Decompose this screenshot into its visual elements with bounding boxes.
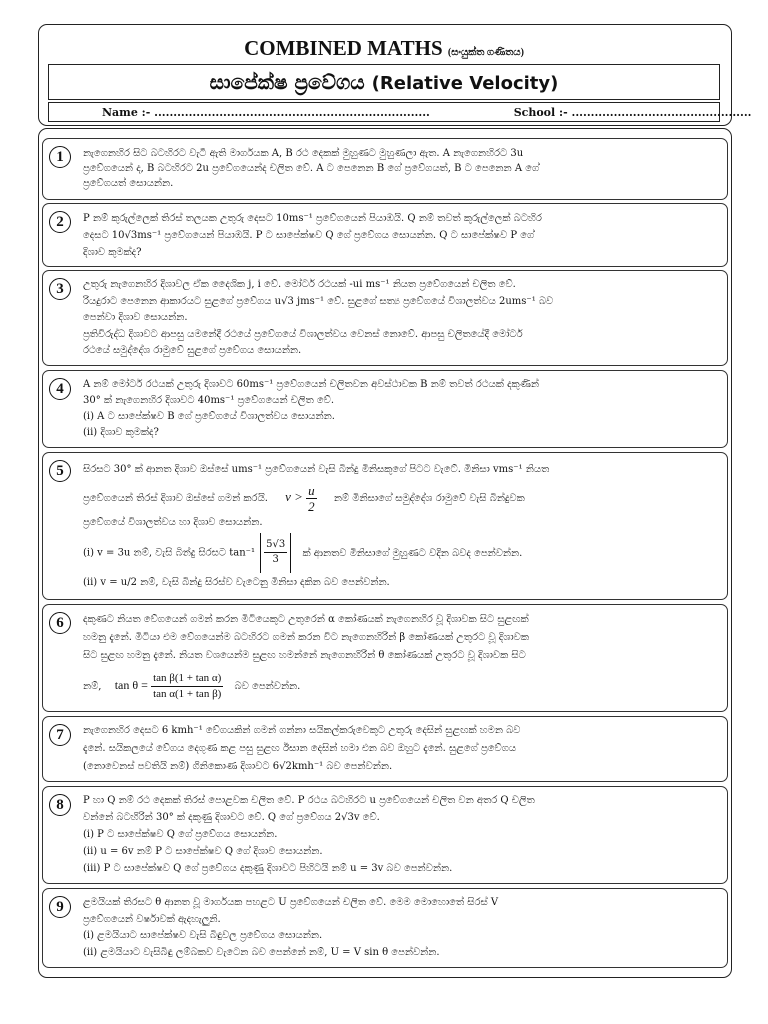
question-8 xyxy=(42,786,728,884)
text-line: (ii) u = 6v නම් P ට සාපේක්ෂව Q ගේ දිශාව සොයන්න. xyxy=(83,846,323,857)
question-text xyxy=(83,277,717,360)
question-number: 8 xyxy=(49,794,71,816)
school-dots: ............................................... xyxy=(571,106,752,119)
question-number: 5 xyxy=(49,460,71,482)
text-line-with-inequality xyxy=(83,481,717,513)
text-line: නැගෙනහිර සිට බටහිරට වැටී ඇති මාර්ගයක A, B රථ දෙකක් මුහුණට මුහුණලා ඇත. A නැගෙනහිරට 3u xyxy=(83,148,524,159)
fraction-denominator: tan α(1 + tan β) xyxy=(153,688,222,700)
question-number: 3 xyxy=(49,278,71,300)
text-line: (නොවෙනස් පවතියි නම්) ගිනිකොණ දිශාවට 6√2kmh⁻¹ බව පෙන්වන්න. xyxy=(83,761,393,772)
text-line: (ii) දිශාව කුමක්ද? xyxy=(83,427,159,438)
question-4 xyxy=(42,370,728,448)
text-line: ප්‍රතිවිරුද්ධ දිශාවට ආපසු යමනේදී රථයේ ප්‍රවේගයේ විශාලත්වය වෙනස් නොවේ. ආපසු චලිතයේදී මෝටර් xyxy=(83,328,523,340)
question-text xyxy=(83,377,717,441)
text-fragment: (i) v = 3u නම්, වැසි බින්දු සිරසට tan⁻¹ xyxy=(83,547,255,559)
fraction-denominator: 2 xyxy=(308,499,315,513)
inequality-lhs: v > xyxy=(285,489,303,504)
text-fragment: ක් ආනතව මිනිසාගේ මුහුණට වදින බවද පෙන්වන්න. xyxy=(302,547,523,559)
fraction-numerator: 5√3 xyxy=(264,538,287,553)
formula-line xyxy=(83,665,717,705)
text-line: සිට සුළඟ හමනු දැනේ. නියත වශයෙන්ම සුළඟ හමන්නේ නැගෙනහිරින් θ කෝණයක් උතුරට වූ දිශාවක සිට xyxy=(83,650,526,661)
fraction-u-over-2 xyxy=(306,483,317,513)
text-line: පෙන්වා දිශාව සොයන්න. xyxy=(83,312,188,323)
question-2 xyxy=(42,203,728,267)
text-line: A නම් මෝටර් රථයක් උතුරු දිශාවට 60ms⁻¹ ප්‍රවේගයෙන් චලිතවන අවස්ථාවක B නම් තවත් රථයක් දකුණින් xyxy=(83,379,539,390)
text-line: 30° ක් නැගෙනහිර දිශාවට 40ms⁻¹ ප්‍රවේගයෙන් චලිත වේ. xyxy=(83,395,335,406)
question-5 xyxy=(42,452,728,600)
fraction-5root3-over-3 xyxy=(264,538,287,567)
part-i xyxy=(83,533,717,573)
question-number: 7 xyxy=(49,724,71,746)
fraction-denominator: 3 xyxy=(272,554,279,565)
question-7 xyxy=(42,716,728,782)
text-line: නැගෙනහිර දෙසට 6 kmh⁻¹ වේගයකින් ගමන් ගන්නා සයිකල්කරුවෙකුට උතුරු දෙසින් සුළඟක් හමන බව xyxy=(83,725,521,736)
question-text xyxy=(83,459,717,593)
question-number: 1 xyxy=(49,146,71,168)
topic-english: (Relative Velocity) xyxy=(371,73,559,94)
formula-lhs: tan θ = xyxy=(114,678,148,692)
name-label: Name :- xyxy=(102,106,151,119)
text-line: හමනු දැනේ. මිටියා එම වේගයෙන්ම බටහිරට ගමන් කරන විට නැගෙනහිරින් β කෝණයක් උතුරට වූ දිශාවක xyxy=(83,632,529,643)
text-fragment: ප්‍රවේගයෙන් තිරස් දිශාව ඔස්සේ ගමන් කරයි. xyxy=(83,493,268,504)
school-label: School :- xyxy=(513,106,568,119)
question-text xyxy=(83,792,717,877)
subject-english: COMBINED MATHS xyxy=(244,36,443,60)
text-line: ප්‍රවේගයත් සොයන්න. xyxy=(83,177,174,189)
name-school-line xyxy=(62,106,752,119)
text-line: උතුරු නැගෙනහිර දිශාවල ඒක දෛශික j, i වේ. මෝටර් රථයක් -ui ms⁻¹ නියත ප්‍රවේගයෙන් චලිත වේ. xyxy=(83,279,516,290)
question-text xyxy=(83,611,717,705)
question-text xyxy=(83,722,717,776)
text-line: ප්‍රවේගයෙන් වර්ෂාවක් ඇදහැලුනි. xyxy=(83,913,221,925)
text-line: (iii) P ට සාපේක්ෂව Q ගේ ප්‍රවේගය දකුණු දිශාවට පිහිටයි නම් u = 3v බව පෙන්වන්න. xyxy=(83,863,453,874)
text-line: දැනේ. සයිකලයේ වේගය දෙගුණ කළ පසු සුළඟ ඊසාන දෙසින් හමා එන බව ඔහුට දැනේ. සුළගේ ප්‍රවේගය xyxy=(83,743,517,754)
fraction-numerator: u xyxy=(308,483,315,498)
text-line: දකුණට නියත වේගයෙන් ගමන් කරන මිටියෙකුට උතුරෙන් α කෝණයක් නැගෙනහිර වූ දිශාවක සිට සුළඟක් xyxy=(83,614,529,625)
text-line: සිරසට 30° ක් ආනත දිශාව ඔස්සේ ums⁻¹ ප්‍රවේගයෙන් වැසි බින්දු මිනිසකුගේ පිටට වැටේ. මිනිසා vms⁻¹ නියත xyxy=(83,464,550,475)
text-fragment: නම් මිනිසාගේ සමුද්දේශ රාමුවේ වැසි බින්දුවක xyxy=(333,493,525,504)
text-line: (ii) ළමයියාට වැසිබිඳු ලම්බකව වැටෙන බව පෙන්නේ නම්, U = V sin θ පෙන්වන්න. xyxy=(83,946,440,958)
bracket-fraction xyxy=(260,533,291,573)
question-text xyxy=(83,147,717,191)
question-number: 4 xyxy=(49,378,71,400)
question-9 xyxy=(42,888,728,968)
text-line: P නම් කුරුල්ලෙක් තිරස් තලයක උතුරු දෙසට 10ms⁻¹ ප්‍රවේගයෙන් පියාඹයි. Q නම් තවත් කුරුල්ලෙක් බටහිර xyxy=(83,213,542,224)
text-line: (i) A ට සාපේක්ෂව B ගේ ප්‍රවේගයේ විශාලත්වය සොයන්න. xyxy=(83,411,335,422)
text-fragment: බව පෙන්වන්න. xyxy=(234,681,301,692)
text-line: (i) P ට සාපේක්ෂව Q ගේ ප්‍රවේගය සොයන්න. xyxy=(83,829,278,840)
text-line: (ii) v = u/2 නම්, වැසි බින්දු සිරස්ව වැටෙනු මිනිසා දකින බව පෙන්වන්න. xyxy=(83,577,390,588)
text-line: රථයේ සමුද්දේශ රාමුවේ සුළගේ ප්‍රවේගය සොයන්න. xyxy=(83,345,302,356)
text-line: ළමයියක් තිරසට θ ආනත වූ මාර්ගයක පහළට U ප්‍රවේගයෙන් චලිත වේ. මෙම මොහොතේ සිරස් V xyxy=(83,897,499,908)
question-number: 6 xyxy=(49,612,71,634)
topic-title xyxy=(0,70,768,94)
question-3 xyxy=(42,270,728,366)
question-number: 9 xyxy=(49,896,71,918)
topic-sinhala: සාපේක්ෂ ප්‍රවේගය xyxy=(209,70,365,94)
text-line: දෙසට 10√3ms⁻¹ ප්‍රවේගයෙන් පියාඹයි. P ට සාපේක්ෂව Q ගේ ප්‍රවේගය සොයන්න. Q ට සාපේක්ෂව P ගේ xyxy=(83,230,535,241)
text-line: ප්‍රවේගයෙන් ද, B බටහිරට 2u ප්‍රවේගයෙන්ද චලිත වේ. A ට පෙනෙන B ගේ ප්‍රවේගයත්, B ට පෙනෙන A ගේ xyxy=(83,162,540,174)
text-line: P හා Q නම් රථ දෙකක් තිරස් පොළවක චලිත වේ. P රථය බටහිරට u ප්‍රවේගයෙන් චලිත වන අතර Q චලිත xyxy=(83,795,535,806)
header-title xyxy=(0,36,768,61)
name-dots: ........................................................................ xyxy=(154,106,430,119)
text-line: රියදුරාට පෙනෙන ආකාරයට සුළගේ ප්‍රවේගය u√3 jms⁻¹ වේ. සුළගේ සත්‍ය ප්‍රවේගයේ විශාලත්වය 2ums⁻¹ බව xyxy=(83,295,554,307)
question-number: 2 xyxy=(49,211,71,233)
fraction-numerator: tan β(1 + tan α) xyxy=(151,671,223,687)
text-fragment: නම්, xyxy=(83,681,102,692)
question-1 xyxy=(42,138,728,200)
question-6 xyxy=(42,604,728,712)
text-line: දිශාව කුමක්ද? xyxy=(83,247,142,258)
question-text xyxy=(83,210,717,261)
question-text xyxy=(83,895,717,961)
formula-fraction xyxy=(151,671,223,702)
text-line: ප්‍රවේගයේ විශාලත්වය හා දිශාව සොයන්න. xyxy=(83,517,263,528)
subject-sinhala: (සංයුක්ත ගණිතය) xyxy=(447,47,524,58)
text-line: වන්නේ බටහිරින් 30° ක් දකුණු දිශාවට වේ. Q ගේ ප්‍රවේගය 2√3v වේ. xyxy=(83,812,380,823)
text-line: (i) ළමයියාට සාපේක්ෂව වැසි බිඳුවල ප්‍රවේගය සොයන්න. xyxy=(83,930,323,941)
